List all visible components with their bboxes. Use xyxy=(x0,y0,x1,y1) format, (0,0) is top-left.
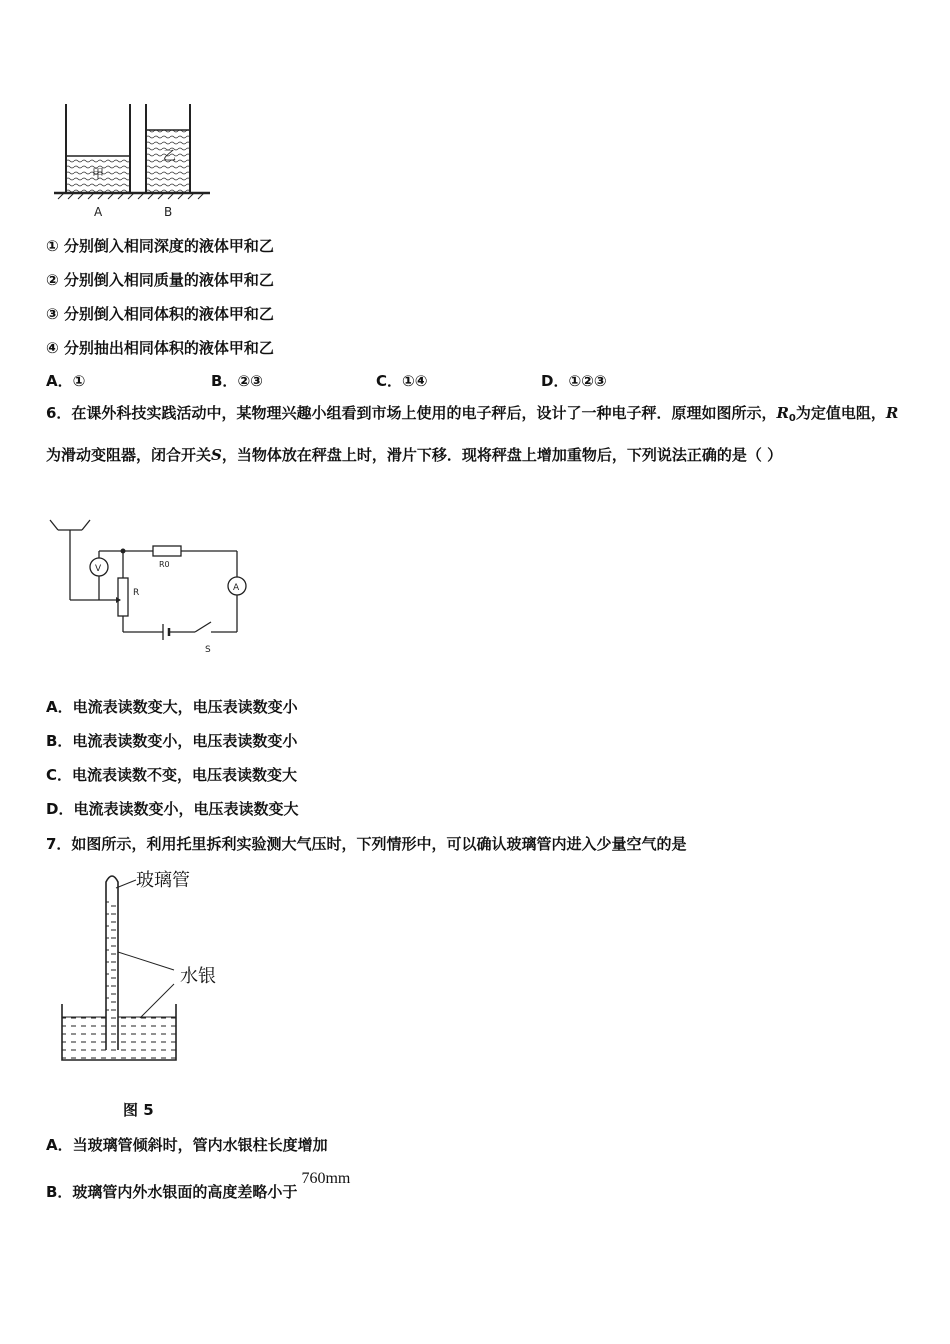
q5-item-3: ③ 分别倒入相同体积的液体甲和乙 xyxy=(46,305,274,323)
q6-stem: 6．在课外科技实践活动中，某物理兴趣小组看到市场上使用的电子秤后，设计了一种电子秤．原理如图所示，$R_0$为定值电阻，R为滑动变阻器，闭合开关S，当物体放在秤盘上时，滑片下移．现将秤盘上增加重物后，下列说法正确的是（ ） xyxy=(46,404,899,464)
figure-caption: 图 5 xyxy=(123,1101,154,1119)
r0-label: R0 xyxy=(159,560,170,569)
q6-option-a[interactable]: A．电流表读数变大，电压表读数变小 xyxy=(46,698,298,716)
q7-option-a[interactable]: A．当玻璃管倾斜时，管内水银柱长度增加 xyxy=(46,1136,328,1154)
q7-option-b[interactable]: B．玻璃管内外水银面的高度差略小于760mm xyxy=(46,1170,351,1201)
beaker-b-label: B xyxy=(164,205,173,219)
q7-stem: 7．如图所示，利用托里拆利实验测大气压时，下列情形中，可以确认玻璃管内进入少量空气的是 xyxy=(46,835,687,853)
q6-option-d[interactable]: D．电流表读数变小，电压表读数变大 xyxy=(46,800,299,818)
q6-option-b[interactable]: B．电流表读数变小，电压表读数变小 xyxy=(46,732,298,750)
torricelli-figure xyxy=(50,862,280,1072)
rheostat-label: R xyxy=(133,588,140,598)
q5-item-2: ② 分别倒入相同质量的液体甲和乙 xyxy=(46,271,274,289)
value-760mm: 760mm xyxy=(301,1170,351,1187)
beakers-figure xyxy=(50,98,230,223)
q5-item-4: ④ 分别抽出相同体积的液体甲和乙 xyxy=(46,339,274,357)
liquid-yi-label: 乙 xyxy=(163,149,177,164)
beaker-a-label: A xyxy=(94,205,103,219)
q5-options xyxy=(46,370,607,391)
q5-option-c[interactable]: C．①④ xyxy=(376,372,428,390)
tube-label: 玻璃管 xyxy=(136,870,190,891)
voltmeter-label: V xyxy=(95,564,102,574)
q5-option-b[interactable]: B．②③ xyxy=(211,372,263,390)
q5-option-a[interactable]: A．① xyxy=(46,372,86,390)
q5-item-1: ① 分别倒入相同深度的液体甲和乙 xyxy=(46,237,274,255)
liquid-jia-label: 甲 xyxy=(92,167,105,181)
q6-option-c[interactable]: C．电流表读数不变，电压表读数变大 xyxy=(46,766,298,784)
q5-option-d[interactable]: D．①②③ xyxy=(541,372,607,390)
mercury-label: 水银 xyxy=(180,966,216,987)
circuit-diagram xyxy=(45,512,255,657)
switch-label: S xyxy=(205,645,211,655)
ammeter-label: A xyxy=(233,583,240,593)
